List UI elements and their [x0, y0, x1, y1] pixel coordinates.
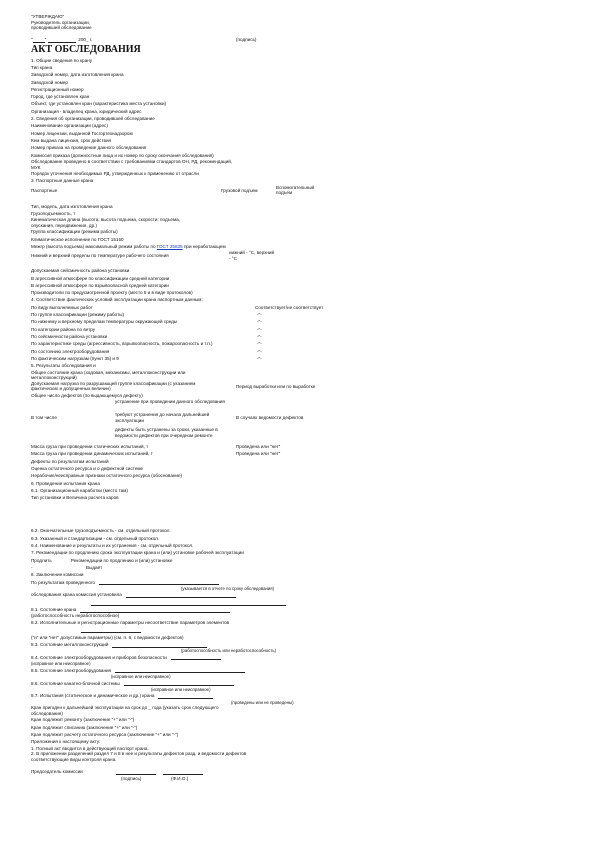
- conclusion-line: [31, 641, 571, 648]
- static-test-label: Масса груза при проведении статических испытаний, т: [31, 444, 149, 450]
- compliance-row: [31, 304, 571, 311]
- compliance-row: [31, 333, 571, 340]
- date-year: 200_ г.: [78, 36, 93, 42]
- dynamic-test-label: Масса груза при проведении динамических испытаний, т: [31, 451, 153, 457]
- compliance-value: -"-: [257, 333, 262, 339]
- fill-line: [112, 642, 207, 648]
- text-line: Город, где установлен кран: [31, 94, 90, 100]
- compliance-row: [31, 318, 571, 325]
- text-line: Производители по предусмотренной проекту (место 5 и в виде протоколов): [31, 290, 193, 296]
- text-line: ("и" или "нет" допустимые параметры) (см. п. 6, с ведомости дефектов): [31, 634, 184, 640]
- text-line: Тип установки и Величина расчета каров: [31, 495, 119, 501]
- text-line: Группа классификации (режима работы): [31, 229, 118, 235]
- text-line: В агрессивной атмосфере по классификации средней категории: [31, 275, 170, 281]
- conclusion-text: 8.4. Состояние электрооборудования и приборов безопасности: [31, 654, 167, 660]
- conclusion-line: [31, 693, 571, 700]
- load-label-2: фактических и допущенных величин): [31, 386, 111, 392]
- temperature-value-2: - °С: [229, 255, 237, 261]
- passport-col-aux-1: Вспомогательный: [276, 184, 315, 190]
- text-line: Регистрационный номер: [31, 86, 84, 92]
- defects-group: [31, 399, 571, 443]
- compliance-row: [31, 340, 571, 347]
- annex-block: [31, 738, 571, 762]
- standard-text-post: при неработающем: [183, 243, 226, 249]
- fill-line: [91, 600, 286, 606]
- conclusion-line: [31, 680, 571, 687]
- section-tests: [31, 528, 571, 572]
- conclusion-line: [31, 592, 571, 599]
- compliance-value: -"-: [257, 312, 262, 318]
- dynamic-test-value: Проведена или "нет": [236, 451, 281, 457]
- fill-line: [171, 654, 221, 660]
- recommendation-left: -: [31, 564, 33, 570]
- fill-line: [115, 667, 245, 673]
- section-heading: 8. Заключение комиссии: [31, 572, 84, 578]
- temperature-label: Нижний и верхний пределы по температуре рабочего состояния: [31, 253, 169, 259]
- compliance-value: -"-: [257, 348, 262, 354]
- text-line: Кран подлежит расчету остаточного ресурса (заключение "+" или "-"): [31, 732, 179, 738]
- compliance-column-header: Соответствует/не соответствует: [255, 304, 324, 310]
- load-right-label: Период выработки или по выработке: [236, 383, 316, 389]
- load-label-1: Допускаемая нагрузка по разрушающей группе классификации (с указанием: [31, 380, 196, 386]
- conclusion-text: обследования крана комиссия установила: [31, 592, 122, 598]
- compliance-label: По нижнему и верхнему пределам температуры окружающей среды: [31, 319, 178, 325]
- dynamic-test-row: [31, 451, 571, 458]
- compliance-row: [31, 355, 571, 362]
- section-general: [31, 57, 571, 185]
- text-line: 6.4. Наименование и результаты и их устранения - см. отдельный протокол.: [31, 543, 194, 549]
- text-line: 6.3. Указанный и стандартизации - см. отдельный протокол.: [31, 535, 160, 541]
- approval-date-row: [31, 37, 571, 43]
- conclusion-caption: (работоспособность или неработоспособность): [181, 648, 277, 654]
- compliance-label: По категории района по ветру: [31, 326, 96, 332]
- compliance-label: По характеристике среды (агрессивность, взрывоопасность, пожароопасность и т.п.): [31, 341, 213, 347]
- signature-line: [116, 769, 156, 775]
- approver-title-1: Руководитель организации,: [31, 19, 90, 25]
- date-day-line: [33, 37, 45, 43]
- approve-label: "УТВЕРЖДАЮ": [31, 14, 65, 19]
- standard-link[interactable]: ГОСТ 25835: [156, 243, 183, 249]
- conclusion-caption: (указывается в отчете по сроку обследования): [181, 585, 275, 591]
- recommendation-left: Продлить: [31, 557, 52, 563]
- compliance-label: По состоянию электрооборудования: [31, 348, 110, 354]
- text-line: металлоконструкций): [31, 375, 77, 381]
- text-line: Заводской номер: [31, 79, 68, 85]
- text-line: Номер приказа на проведение данного обследования: [31, 145, 147, 151]
- text-line: Кинематическая длина (высота; высота подъема, скорости: подъема,: [31, 217, 180, 223]
- annex-item: соответствующие виды контроля крана.: [31, 756, 117, 762]
- text-line: опускания, передвижения, др.): [31, 222, 97, 228]
- name-caption: (Ф.И.О.): [171, 775, 189, 781]
- text-line: Климатическое исполнение по ГОСТ 15150: [31, 236, 124, 242]
- conclusion-line: [31, 626, 571, 633]
- conclusion-caption: (исправное или неисправное): [111, 674, 171, 680]
- fill-line: [80, 607, 230, 613]
- conclusion-caption: (работоспособность неработоспособное): [31, 613, 120, 619]
- text-line: обследования): [31, 710, 63, 716]
- text-line: Кран пригоден к дальнейшей эксплуатации на срок до _ года (указать срок следующего: [31, 705, 219, 711]
- recommendation-row: [31, 557, 571, 564]
- section-heading: 3. Паспортные данные крана: [31, 178, 94, 184]
- text-line: Тип крана: [31, 64, 53, 70]
- text-line: Порядок уточнения необходимых РД, утвержденных к применению от отрасли: [31, 171, 199, 177]
- conclusion-text: По результатам проведенного: [31, 579, 96, 585]
- text-line: Организация - владелец крана, юридический адрес: [31, 108, 142, 114]
- conclusion-text: 8.6. Состояние канатно-блочной системы: [31, 680, 120, 686]
- conclusion-text: 8.1. Состояние крана: [31, 607, 77, 613]
- conclusion-text: 8.7. Испытания (статическое и динамическое и др.) крана: [31, 693, 155, 699]
- defects-subitem: требуют устранения до начала дальнейшей эксплуатации: [115, 412, 210, 423]
- text-line: 8.2. Исполнительные и регистрационные параметры несоответствие параметров элементов: [31, 619, 230, 625]
- conclusion-caption: (проведены или не проведены): [231, 699, 294, 705]
- conclusion-text: 8.3. Состояние металлоконструкций: [31, 641, 109, 647]
- signature-caption: (подпись): [121, 775, 142, 781]
- fill-line: [81, 627, 141, 633]
- section-conclusion: [31, 571, 571, 705]
- section-heading: 5. Результаты обследования и: [31, 363, 96, 369]
- text-line: Общее число дефектов (по выдающемуся дефекту): [31, 392, 143, 398]
- standard-reference-line: [31, 243, 571, 250]
- section-passport: [31, 203, 571, 297]
- conclusion-caption: (исправное или неисправное): [151, 686, 211, 692]
- fill-line: [126, 592, 236, 598]
- conclusion-line: [31, 606, 571, 613]
- fill-line: [99, 579, 219, 585]
- text-line: Дефекты по результатам испытаний: [31, 458, 109, 464]
- conclusion-line: [31, 654, 571, 661]
- compliance-label: По виду выполняемых работ: [31, 304, 93, 310]
- text-line: МУК: [31, 164, 41, 170]
- compliance-value: -"-: [257, 355, 262, 361]
- text-line: Нерабочие/неисправные признаки остаточного ресурса (обоснование): [31, 473, 183, 479]
- section-heading: 4. Соответствие фактических условий эксплуатации крана паспортным данным:: [31, 297, 203, 303]
- compliance-value: -"-: [257, 319, 262, 325]
- approver-title-2: проводившей обследование: [31, 25, 92, 31]
- compliance-row: [31, 348, 571, 355]
- text-line: 6.1. Организационный наработки (место там): [31, 487, 128, 493]
- static-test-value: Проведена или "нет": [236, 444, 281, 450]
- compliance-value: -"-: [257, 341, 262, 347]
- defects-right-label: В случаях ведомости дефектов: [236, 415, 304, 421]
- text-line: 6.2. Окончательные грузоподъемность - см. отдельный протокол.: [31, 528, 171, 534]
- text-line: Кран подлежит ремонту (заключение "+" или "-"): [31, 717, 135, 723]
- compliance-label: По сейсмичности района установки: [31, 333, 108, 339]
- section-verdict: [31, 705, 571, 738]
- name-line: [163, 769, 203, 775]
- defects-group-label: В том числе: [31, 415, 57, 421]
- recommendation-row: [31, 564, 571, 571]
- text-line: Грузоподъемность, т: [31, 210, 76, 216]
- conclusion-line: [31, 599, 571, 606]
- text-line: Тип, модель, дата изготовления крана: [31, 203, 113, 209]
- compliance-row: [31, 326, 571, 333]
- annex-item: 1. Полный акт вводится в действующий паспорт крана.: [31, 745, 149, 751]
- standard-text-pre: Межгр (высота подъема) максимальный режим работы по: [31, 243, 156, 249]
- text-line: Обследование проведено в соответствии с требованиями стандартов ОН, РД, рекомендаций,: [31, 158, 233, 164]
- compliance-value: -"-: [257, 326, 262, 332]
- load-row: [31, 381, 571, 387]
- section-results: [31, 362, 571, 501]
- annex-heading: Приложения к настоящему акту:: [31, 739, 101, 745]
- text-line: Наименование организации (адрес): [31, 123, 108, 129]
- section-compliance: [31, 297, 571, 363]
- text-line: Допускаемая сейсмичность района установки: [31, 268, 130, 274]
- passport-col-main: Грузовой подъем: [221, 187, 258, 193]
- signature-row: [31, 769, 571, 783]
- text-line: Заводской номер, дата изготовления крана: [31, 72, 124, 78]
- defects-subitem: устранение при проведении данного обследования: [115, 399, 225, 405]
- text-line: 7. Рекомендации по продлению срока эксплуатации крана и (или) установке рабочей эксплуатации: [31, 550, 244, 556]
- date-month-line: [48, 37, 76, 43]
- text-line: 2. Сведения об организации, проводившей обследование: [31, 116, 155, 122]
- fill-line: [124, 680, 234, 686]
- passport-header-row: [31, 185, 571, 197]
- signature-caption: (подпись): [236, 36, 257, 42]
- recommendation-right: Рекомендации по продлению и (или) установке: [71, 557, 173, 563]
- text-line: Объект, где установлен кран (характеристика места установки): [31, 101, 167, 107]
- date-quote-close: ": [44, 36, 47, 42]
- date-quote-open: ": [31, 36, 33, 42]
- defects-subitem: дефекты быть устранены за сроки, указанные в ведомости дефектов при очередном ремонте: [115, 427, 218, 438]
- text-line: Оценка остаточного ресурса и о дефектной системе: [31, 466, 144, 471]
- conclusion-line: [31, 667, 571, 674]
- section-heading: 6. Проведение испытания крана: [31, 480, 100, 486]
- approval-block: [31, 14, 571, 43]
- recommendation-right: Выдаёт: [86, 564, 103, 570]
- compliance-label: По фактическим нагрузкам (пункт 35) и 9: [31, 355, 119, 361]
- compliance-row: [31, 311, 571, 318]
- text-line: Комиссия приказа (должностные лица и их номер по сроку окончания обследования): [31, 152, 214, 158]
- annex-item: 2. В приложении разделений раздел 7 и 8 в нее и результаты дефектов разд. и ведомости дефектов: [31, 751, 247, 757]
- temperature-value-1: нижний - °С, верхний: [229, 250, 275, 256]
- text-line: Общее состояние крана (ходовая, механизмы, металлоконструкции или: [31, 369, 186, 375]
- static-test-row: [31, 443, 571, 450]
- temperature-row: [31, 250, 571, 261]
- text-line: В агрессивной атмосфере по взрывоопасной средней категории: [31, 282, 169, 288]
- compliance-label: По группе классификации (режиму работы): [31, 312, 125, 318]
- document: [31, 14, 571, 783]
- fill-line: [158, 693, 213, 699]
- conclusion-line: [31, 579, 571, 586]
- conclusion-caption: (исправное или неисправное): [31, 661, 91, 667]
- passport-col-aux-2: подъем: [276, 190, 293, 196]
- chairman-label: Председатель комиссии: [31, 768, 83, 774]
- text-line: Кем выдана лицензия, срок действия: [31, 137, 112, 143]
- conclusion-text: 8.5. Состояние электрооборудования: [31, 667, 112, 673]
- text-line: Кран подлежит списанию (заключение "+" или "-"): [31, 724, 138, 730]
- passport-col-label: Паспортные: [31, 187, 58, 193]
- text-line: Номер лицензии, выданной Госгортехнадзором: [31, 130, 133, 136]
- text-line: 1. Общие сведения по крану: [31, 57, 93, 63]
- page-title: АКТ ОБСЛЕДОВАНИЯ: [31, 43, 141, 55]
